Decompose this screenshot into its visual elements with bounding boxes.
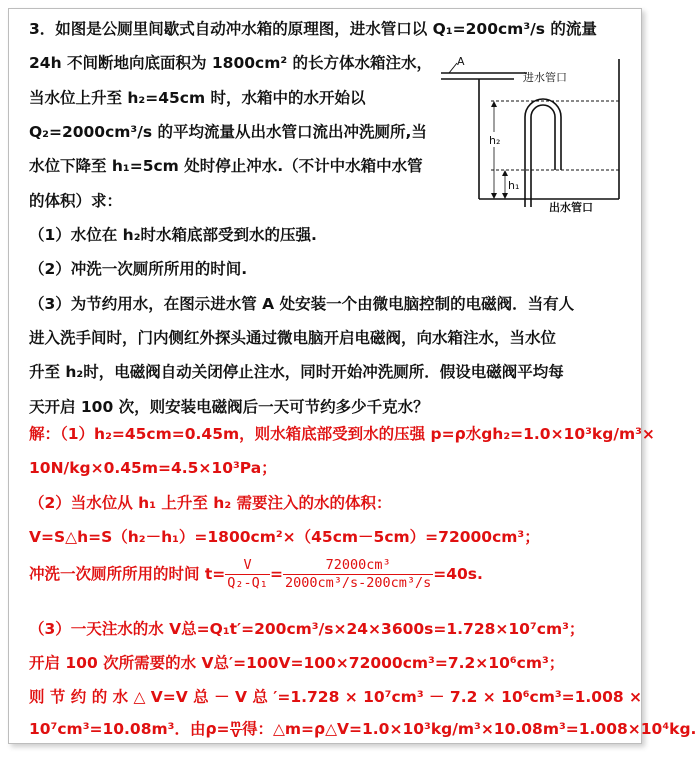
solution-time-formula (29, 554, 483, 594)
question-part-3-line-4: 天开启 100 次，则安装电磁阀后一天可节约多少千克水？ (29, 398, 429, 416)
question-line-2: 24h 不间断地向底面积为 1800cm² 的长方体水箱注水， (29, 54, 433, 72)
solution-line-4: V=S△h=S（h₂－h₁）=1800cm²×（45cm－5cm）=72000cm³； (29, 528, 540, 546)
fraction-numerator: V (225, 557, 270, 575)
h2-label: h₂ (489, 134, 501, 147)
question-part-3-line-3: 升至 h₂时，电磁阀自动关闭停止注水，同时开始冲洗厕所．假设电磁阀平均每 (29, 363, 564, 381)
density-fraction-den: V (231, 729, 240, 740)
fraction-numeric-numerator: 72000cm³ (283, 557, 433, 575)
valve-label-a: A (457, 55, 465, 68)
fraction-numeric (283, 557, 433, 592)
h2-arrow-top (491, 101, 497, 107)
valve-pointer (449, 63, 457, 73)
question-line-3: 当水位上升至 h₂=45cm 时，水箱中的水开始以 (29, 89, 366, 107)
h1-arrow-bottom (502, 193, 508, 199)
question-part-3-line-1: （3）为节约用水，在图示进水管 A 处安装一个由微电脑控制的电磁阀．当有人 (29, 295, 575, 313)
solution-line-1: 解：（1）h₂=45cm=0.45m，则水箱底部受到水的压强 p=ρ水gh₂=1.0×10³kg/m³× (29, 425, 655, 443)
water-tank-diagram (439, 49, 629, 209)
siphon-inner (531, 105, 555, 199)
h1-arrow-top (502, 170, 508, 176)
inlet-label: 进水管口 (523, 71, 567, 84)
h2-arrow-bottom (491, 193, 497, 199)
question-part-2: （2）冲洗一次厕所所用的时间. (29, 260, 248, 278)
solution-line-3: （2）当水位从 h₁ 上升至 h₂ 需要注入的水的体积： (29, 494, 392, 512)
equals-sign: = (269, 565, 283, 583)
question-line-4: Q₂=2000cm³/s 的平均流量从出水管口流出冲洗厕所,当 (29, 123, 427, 141)
solution-line-9 (29, 717, 696, 741)
question-line-1: 3．如图是公厕里间歇式自动冲水箱的原理图，进水管口以 Q₁=200cm³/s 的流量 (29, 20, 597, 38)
question-line-5: 水位下降至 h₁=5cm 处时停止冲水.（不计中水箱中水管 (29, 157, 423, 175)
outlet-label: 出水管口 (549, 201, 593, 214)
density-fraction-num: m (230, 719, 241, 730)
solution-line-2: 10N/kg×0.45m=4.5×10³Pa； (29, 459, 277, 477)
solution-line-9-end: 得：△m=ρ△V=1.0×10³kg/m³×10.08m³=1.008×10⁴kg. (241, 720, 696, 738)
question-line-6: 的体积）求： (29, 192, 123, 210)
solution-line-7: 开启 100 次所需要的水 V总′=100V=100×72000cm³=7.2×10⁶cm³； (29, 654, 565, 672)
worksheet-page (8, 8, 696, 744)
solution-line-6: （3）一天注水的水 V总=Q₁t′=200cm³/s×24×3600s=1.728×10⁷cm³； (29, 620, 585, 638)
question-part-1: （1）水位在 h₂时水箱底部受到水的压强. (29, 226, 317, 244)
time-formula-prefix: 冲洗一次厕所所用的时间 t= (29, 565, 226, 583)
density-fraction (230, 720, 242, 739)
solution-line-9-start: 10⁷cm³=10.08m³．由ρ= (29, 720, 230, 738)
fraction-denominator: Q₂-Q₁ (227, 575, 268, 591)
question-part-3-line-2: 进入洗手间时，门内侧红外探头通过微电脑开启电磁阀，向水箱注水，当水位 (29, 329, 557, 347)
fraction-v-over-q (225, 557, 270, 592)
time-result: =40s. (433, 565, 483, 583)
solution-line-8: 则 节 约 的 水 △ V=V 总 － V 总 ′=1.728 × 10⁷cm³ － 7.2 × 10⁶cm³=1.008 × (29, 688, 643, 706)
h1-label: h₁ (508, 179, 520, 192)
fraction-numeric-denominator: 2000cm³/s-200cm³/s (284, 575, 432, 591)
